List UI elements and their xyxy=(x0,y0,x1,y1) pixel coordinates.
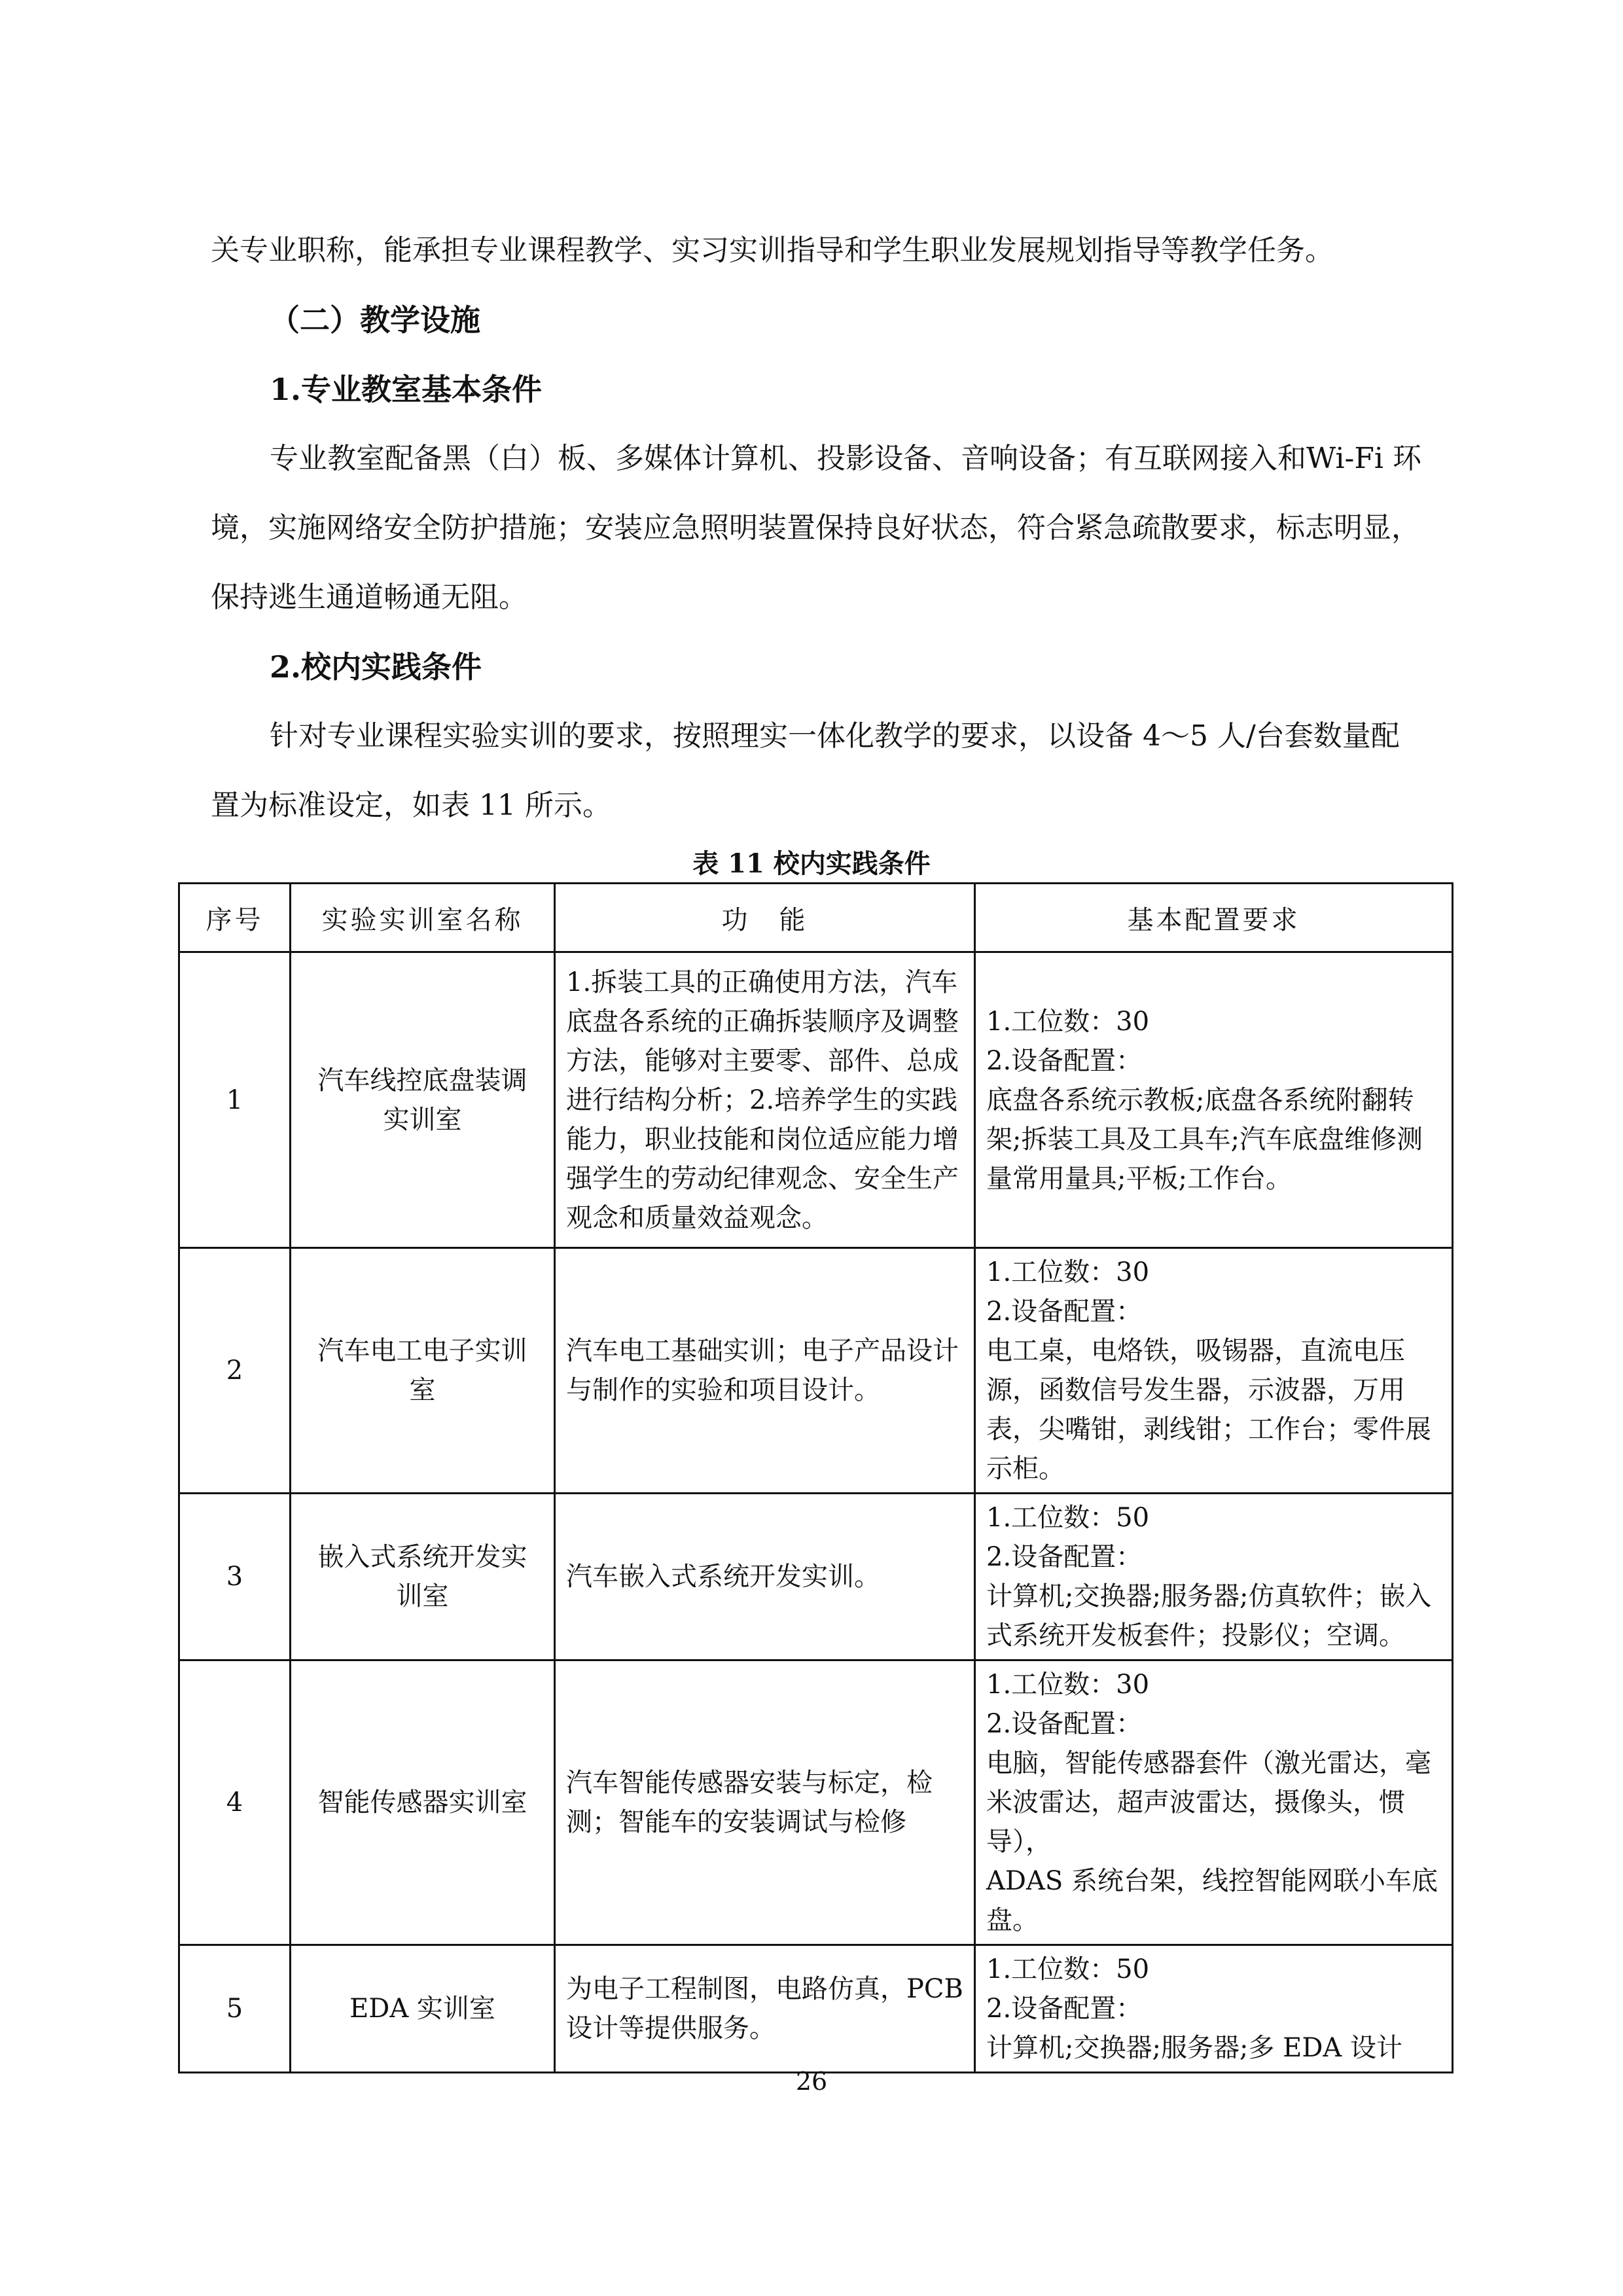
table-header-row xyxy=(179,884,1453,952)
table-caption: 表 11 校内实践条件 xyxy=(692,848,931,879)
cell-room-name: 嵌入式系统开发实训室 xyxy=(291,1494,555,1660)
config-line: 1.工位数：30 xyxy=(986,1006,1150,1037)
cell-config xyxy=(975,1660,1453,1945)
table-row xyxy=(179,952,1453,1248)
config-line: 2.设备配置： xyxy=(986,1045,1143,1076)
cell-no: 4 xyxy=(179,1660,291,1945)
practice-conditions-table xyxy=(178,882,1454,2073)
cell-function: 汽车嵌入式系统开发实训。 xyxy=(555,1494,975,1660)
config-line: 电脑，智能传感器套件（激光雷达，毫米波雷达，超声波雷达，摄像头，惯导）， xyxy=(986,1748,1431,1857)
cell-no: 3 xyxy=(179,1494,291,1660)
intro-paragraph: 关专业职称，能承担专业课程教学、实习实训指导和学生职业发展规划指导等教学任务。 xyxy=(211,234,1334,267)
subsection-1-title: 1.专业教室基本条件 xyxy=(270,372,543,407)
cell-config xyxy=(975,952,1453,1248)
cell-room-name: 汽车电工电子实训室 xyxy=(291,1248,555,1494)
cell-function: 汽车智能传感器安装与标定，检测；智能车的安装调试与检修 xyxy=(555,1660,975,1945)
config-line: 1.工位数：30 xyxy=(986,1670,1150,1700)
header-room-name: 实验实训室名称 xyxy=(291,884,555,952)
cell-config xyxy=(975,1248,1453,1494)
cell-function: 为电子工程制图，电路仿真，PCB 设计等提供服务。 xyxy=(555,1945,975,2073)
header-function: 功 能 xyxy=(555,884,975,952)
config-line: 1.工位数：50 xyxy=(986,1954,1150,1984)
table-row xyxy=(179,1945,1453,2073)
cell-function: 1.拆装工具的正确使用方法，汽车底盘各系统的正确拆装顺序及调整方法，能够对主要零、部件、总成进行结构分析；2.培养学生的实践能力，职业技能和岗位适应能力增强学生的劳动纪律观念、安全生产观念和质量效益观念。 xyxy=(555,952,975,1248)
cell-room-name: 智能传感器实训室 xyxy=(291,1660,555,1945)
header-config: 基本配置要求 xyxy=(975,884,1453,952)
cell-no: 2 xyxy=(179,1248,291,1494)
cell-room-name: 汽车线控底盘装调实训室 xyxy=(291,952,555,1248)
config-line: 2.设备配置： xyxy=(986,1542,1143,1572)
config-line: 2.设备配置： xyxy=(986,1994,1143,2024)
subsection-2-body: 针对专业课程实验实训的要求，按照理实一体化教学的要求，以设备 4～5 人/台套数量配置为标准设定，如表 11 所示。 xyxy=(211,719,1400,822)
config-line: 2.设备配置： xyxy=(986,1709,1143,1739)
section-title: （二）教学设施 xyxy=(270,302,480,338)
config-line: 1.工位数：50 xyxy=(986,1503,1150,1533)
config-line: 2.设备配置： xyxy=(986,1297,1143,1327)
cell-config xyxy=(975,1945,1453,2073)
subsection-2-title: 2.校内实践条件 xyxy=(270,649,482,685)
cell-room-name: EDA 实训室 xyxy=(291,1945,555,2073)
cell-no: 5 xyxy=(179,1945,291,2073)
header-no: 序号 xyxy=(179,884,291,952)
config-line: 计算机;交换器;服务器;多 EDA 设计 xyxy=(986,2033,1403,2063)
cell-function: 汽车电工基础实训；电子产品设计与制作的实验和项目设计。 xyxy=(555,1248,975,1494)
page-number: 26 xyxy=(795,2067,828,2096)
subsection-1-body: 专业教室配备黑（白）板、多媒体计算机、投影设备、音响设备；有互联网接入和Wi-Fi 环境，实施网络安全防护措施；安装应急照明装置保持良好状态，符合紧急疏散要求，标志明显，保持逃生通道畅通无阻。 xyxy=(211,442,1421,614)
config-line: 1.工位数：30 xyxy=(986,1257,1150,1287)
table-row xyxy=(179,1660,1453,1945)
cell-no: 1 xyxy=(179,952,291,1248)
table-row xyxy=(179,1494,1453,1660)
config-line: 计算机;交换器;服务器;仿真软件；嵌入式系统开发板套件；投影仪；空调。 xyxy=(986,1581,1432,1651)
config-line: 底盘各系统示教板;底盘各系统附翻转架;拆装工具及工具车;汽车底盘维修测量常用量具;平板;工作台。 xyxy=(986,1085,1423,1194)
cell-config xyxy=(975,1494,1453,1660)
table-row xyxy=(179,1248,1453,1494)
config-line: ADAS 系统台架，线控智能网联小车底盘。 xyxy=(986,1866,1438,1935)
config-line: 电工桌，电烙铁，吸锡器，直流电压源，函数信号发生器，示波器，万用表，尖嘴钳，剥线钳；工作台；零件展示柜。 xyxy=(986,1336,1431,1484)
